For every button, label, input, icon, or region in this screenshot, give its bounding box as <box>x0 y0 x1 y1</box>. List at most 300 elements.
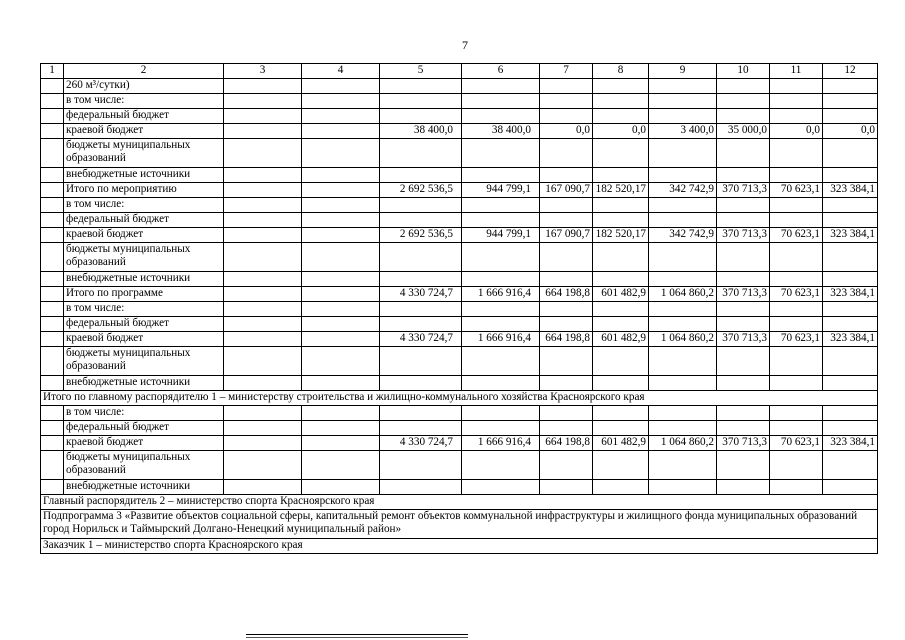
value-cell <box>823 376 878 391</box>
footer-divider <box>246 634 468 635</box>
row-label-cell: бюджеты муниципальных образований <box>64 451 224 480</box>
value-cell <box>717 213 770 228</box>
value-cell <box>224 406 302 421</box>
value-cell <box>224 79 302 94</box>
table-row <box>41 495 878 510</box>
value-cell <box>593 94 649 109</box>
value-cell <box>717 302 770 317</box>
value-cell <box>462 421 540 436</box>
value-cell <box>224 347 302 376</box>
value-cell <box>770 421 823 436</box>
value-cell: 944 799,1 <box>462 183 540 198</box>
value-cell <box>593 376 649 391</box>
value-cell: 38 400,0 <box>380 124 462 139</box>
value-cell <box>224 109 302 124</box>
value-cell <box>770 272 823 287</box>
value-cell <box>823 347 878 376</box>
value-cell: 370 713,3 <box>717 436 770 451</box>
value-cell <box>462 168 540 183</box>
value-cell <box>302 213 380 228</box>
value-cell: 70 623,1 <box>770 287 823 302</box>
value-cell: 323 384,1 <box>823 228 878 243</box>
value-cell: 2 692 536,5 <box>380 228 462 243</box>
value-cell: 370 713,3 <box>717 332 770 347</box>
value-cell: 1 666 916,4 <box>462 332 540 347</box>
row-label-cell: бюджеты муниципальных образований <box>64 347 224 376</box>
row-label-cell: федеральный бюджет <box>64 213 224 228</box>
value-cell <box>593 302 649 317</box>
value-cell <box>540 376 593 391</box>
value-cell <box>540 317 593 332</box>
value-cell: 182 520,17 <box>593 228 649 243</box>
row-number-cell <box>41 198 64 213</box>
row-number-cell <box>41 139 64 168</box>
value-cell <box>380 94 462 109</box>
value-cell <box>540 79 593 94</box>
value-cell <box>593 272 649 287</box>
value-cell <box>380 406 462 421</box>
value-cell <box>380 243 462 272</box>
table-row <box>41 228 878 243</box>
value-cell <box>224 287 302 302</box>
value-cell: 370 713,3 <box>717 228 770 243</box>
value-cell <box>224 332 302 347</box>
value-cell <box>593 317 649 332</box>
value-cell <box>823 421 878 436</box>
row-number-cell <box>41 287 64 302</box>
value-cell <box>649 243 717 272</box>
value-cell <box>649 79 717 94</box>
row-label-cell: краевой бюджет <box>64 228 224 243</box>
value-cell <box>593 139 649 168</box>
section-heading-cell: Подпрограмма 3 «Развитие объектов социальной сферы, капитальный ремонт объектов коммунальной инфраструктуры и жилищного фонда муниципальных образований город Норильск и Таймырский Долгано-Ненецкий муниципальный район» <box>41 510 878 539</box>
value-cell <box>649 317 717 332</box>
row-label-cell: федеральный бюджет <box>64 317 224 332</box>
value-cell <box>770 302 823 317</box>
row-number-cell <box>41 421 64 436</box>
row-label-cell: Итого по мероприятию <box>64 183 224 198</box>
value-cell <box>380 168 462 183</box>
table-row <box>41 406 878 421</box>
value-cell: 323 384,1 <box>823 436 878 451</box>
value-cell <box>717 79 770 94</box>
value-cell <box>224 436 302 451</box>
value-cell: 4 330 724,7 <box>380 332 462 347</box>
value-cell <box>649 376 717 391</box>
value-cell <box>462 213 540 228</box>
table-row <box>41 243 878 272</box>
value-cell <box>770 406 823 421</box>
table-row <box>41 94 878 109</box>
value-cell <box>302 94 380 109</box>
value-cell <box>770 317 823 332</box>
value-cell: 1 064 860,2 <box>649 436 717 451</box>
value-cell <box>380 109 462 124</box>
row-number-cell <box>41 168 64 183</box>
table-row <box>41 421 878 436</box>
table-row <box>41 317 878 332</box>
value-cell <box>302 272 380 287</box>
value-cell <box>302 198 380 213</box>
row-number-cell <box>41 451 64 480</box>
value-cell <box>540 139 593 168</box>
row-number-cell <box>41 332 64 347</box>
value-cell <box>540 213 593 228</box>
value-cell: 70 623,1 <box>770 228 823 243</box>
row-label-cell: федеральный бюджет <box>64 109 224 124</box>
value-cell <box>540 421 593 436</box>
value-cell <box>302 302 380 317</box>
value-cell <box>823 198 878 213</box>
value-cell <box>462 109 540 124</box>
value-cell: 70 623,1 <box>770 332 823 347</box>
value-cell <box>540 451 593 480</box>
section-heading-cell: Главный распорядитель 2 – министерство спорта Красноярского края <box>41 495 878 510</box>
value-cell <box>380 317 462 332</box>
row-label-cell: краевой бюджет <box>64 436 224 451</box>
table-row <box>41 213 878 228</box>
value-cell <box>380 451 462 480</box>
value-cell <box>649 302 717 317</box>
value-cell <box>823 139 878 168</box>
value-cell <box>540 272 593 287</box>
value-cell <box>462 451 540 480</box>
value-cell <box>224 272 302 287</box>
row-label-cell: внебюджетные источники <box>64 168 224 183</box>
value-cell <box>593 243 649 272</box>
value-cell: 944 799,1 <box>462 228 540 243</box>
value-cell <box>380 421 462 436</box>
row-label-cell: бюджеты муниципальных образований <box>64 243 224 272</box>
value-cell <box>462 79 540 94</box>
row-label-cell: внебюджетные источники <box>64 272 224 287</box>
table-row <box>41 510 878 539</box>
value-cell <box>302 347 380 376</box>
value-cell <box>823 94 878 109</box>
value-cell <box>302 332 380 347</box>
value-cell <box>224 139 302 168</box>
value-cell <box>823 480 878 495</box>
value-cell <box>770 480 823 495</box>
value-cell: 0,0 <box>593 124 649 139</box>
value-cell <box>717 139 770 168</box>
value-cell: 167 090,7 <box>540 228 593 243</box>
header-cell: 6 <box>462 64 540 79</box>
value-cell: 323 384,1 <box>823 183 878 198</box>
footer-divider-secondary <box>246 637 468 638</box>
value-cell <box>224 480 302 495</box>
row-number-cell <box>41 406 64 421</box>
value-cell <box>823 272 878 287</box>
row-label-cell: внебюджетные источники <box>64 480 224 495</box>
header-cell: 4 <box>302 64 380 79</box>
row-label-cell: в том числе: <box>64 302 224 317</box>
section-heading-cell: Заказчик 1 – министерство спорта Красноярского края <box>41 539 878 554</box>
value-cell <box>380 198 462 213</box>
value-cell <box>770 347 823 376</box>
value-cell <box>302 451 380 480</box>
value-cell <box>462 243 540 272</box>
row-label-cell: федеральный бюджет <box>64 421 224 436</box>
value-cell <box>540 168 593 183</box>
row-label-cell: в том числе: <box>64 94 224 109</box>
value-cell <box>224 451 302 480</box>
value-cell <box>380 302 462 317</box>
value-cell <box>593 109 649 124</box>
value-cell: 370 713,3 <box>717 287 770 302</box>
value-cell <box>593 406 649 421</box>
value-cell <box>302 228 380 243</box>
value-cell <box>593 168 649 183</box>
value-cell <box>649 198 717 213</box>
value-cell: 342 742,9 <box>649 228 717 243</box>
value-cell <box>717 347 770 376</box>
value-cell: 70 623,1 <box>770 183 823 198</box>
row-number-cell <box>41 109 64 124</box>
table-row <box>41 287 878 302</box>
value-cell <box>649 347 717 376</box>
value-cell <box>540 302 593 317</box>
row-label-cell: краевой бюджет <box>64 332 224 347</box>
value-cell <box>823 213 878 228</box>
value-cell <box>770 79 823 94</box>
value-cell <box>593 421 649 436</box>
header-cell: 3 <box>224 64 302 79</box>
section-heading-cell: Итого по главному распорядителю 1 – министерству строительства и жилищно-коммунального хозяйства Красноярского края <box>41 391 878 406</box>
value-cell: 601 482,9 <box>593 332 649 347</box>
value-cell <box>540 347 593 376</box>
row-label-cell: в том числе: <box>64 198 224 213</box>
value-cell <box>823 79 878 94</box>
row-number-cell <box>41 228 64 243</box>
value-cell <box>770 168 823 183</box>
value-cell <box>717 421 770 436</box>
table-row <box>41 272 878 287</box>
value-cell <box>717 198 770 213</box>
value-cell <box>540 406 593 421</box>
value-cell <box>593 480 649 495</box>
value-cell <box>649 94 717 109</box>
value-cell <box>302 168 380 183</box>
value-cell <box>380 272 462 287</box>
table-header-row <box>41 64 878 79</box>
header-cell: 2 <box>64 64 224 79</box>
value-cell <box>717 109 770 124</box>
table-row <box>41 539 878 554</box>
value-cell: 323 384,1 <box>823 332 878 347</box>
row-number-cell <box>41 94 64 109</box>
value-cell <box>302 124 380 139</box>
table-row <box>41 79 878 94</box>
value-cell <box>224 94 302 109</box>
value-cell <box>302 480 380 495</box>
value-cell <box>823 406 878 421</box>
table-row <box>41 109 878 124</box>
value-cell <box>649 109 717 124</box>
value-cell <box>823 302 878 317</box>
row-number-cell <box>41 302 64 317</box>
table-row <box>41 480 878 495</box>
value-cell: 664 198,8 <box>540 332 593 347</box>
row-number-cell <box>41 213 64 228</box>
row-label-cell: в том числе: <box>64 406 224 421</box>
row-number-cell <box>41 124 64 139</box>
header-cell: 5 <box>380 64 462 79</box>
budget-table <box>40 63 878 554</box>
header-cell: 10 <box>717 64 770 79</box>
value-cell <box>380 79 462 94</box>
value-cell <box>770 376 823 391</box>
header-cell: 1 <box>41 64 64 79</box>
value-cell <box>540 480 593 495</box>
row-number-cell <box>41 317 64 332</box>
value-cell <box>302 109 380 124</box>
value-cell <box>593 451 649 480</box>
table-row <box>41 436 878 451</box>
value-cell <box>462 347 540 376</box>
value-cell <box>224 317 302 332</box>
value-cell <box>823 451 878 480</box>
value-cell: 601 482,9 <box>593 436 649 451</box>
value-cell: 0,0 <box>770 124 823 139</box>
value-cell <box>224 198 302 213</box>
value-cell <box>224 213 302 228</box>
value-cell <box>540 198 593 213</box>
value-cell: 1 064 860,2 <box>649 332 717 347</box>
value-cell: 182 520,17 <box>593 183 649 198</box>
row-number-cell <box>41 480 64 495</box>
value-cell <box>224 376 302 391</box>
value-cell: 1 064 860,2 <box>649 287 717 302</box>
value-cell <box>593 198 649 213</box>
value-cell <box>462 406 540 421</box>
value-cell <box>462 139 540 168</box>
value-cell <box>770 109 823 124</box>
header-cell: 11 <box>770 64 823 79</box>
value-cell <box>649 406 717 421</box>
value-cell: 664 198,8 <box>540 436 593 451</box>
value-cell <box>717 480 770 495</box>
value-cell <box>823 317 878 332</box>
value-cell <box>462 272 540 287</box>
value-cell <box>380 480 462 495</box>
value-cell <box>649 139 717 168</box>
row-number-cell <box>41 183 64 198</box>
table-row <box>41 139 878 168</box>
value-cell: 342 742,9 <box>649 183 717 198</box>
row-label-cell: Итого по программе <box>64 287 224 302</box>
value-cell <box>770 198 823 213</box>
value-cell <box>224 183 302 198</box>
value-cell: 1 666 916,4 <box>462 436 540 451</box>
value-cell: 4 330 724,7 <box>380 436 462 451</box>
table-row <box>41 347 878 376</box>
value-cell <box>302 376 380 391</box>
value-cell <box>823 243 878 272</box>
value-cell: 70 623,1 <box>770 436 823 451</box>
table-row <box>41 124 878 139</box>
table-row <box>41 183 878 198</box>
value-cell <box>717 168 770 183</box>
value-cell <box>380 213 462 228</box>
value-cell <box>770 243 823 272</box>
value-cell <box>224 168 302 183</box>
value-cell <box>717 243 770 272</box>
row-number-cell <box>41 272 64 287</box>
value-cell <box>380 347 462 376</box>
value-cell <box>302 436 380 451</box>
value-cell <box>717 451 770 480</box>
value-cell <box>770 451 823 480</box>
value-cell <box>649 480 717 495</box>
value-cell <box>717 376 770 391</box>
value-cell <box>593 213 649 228</box>
row-number-cell <box>41 347 64 376</box>
table-row <box>41 302 878 317</box>
value-cell <box>770 213 823 228</box>
table-row <box>41 168 878 183</box>
value-cell <box>380 376 462 391</box>
row-label-cell: бюджеты муниципальных образований <box>64 139 224 168</box>
value-cell <box>593 79 649 94</box>
header-cell: 12 <box>823 64 878 79</box>
value-cell <box>462 376 540 391</box>
row-number-cell <box>41 79 64 94</box>
value-cell: 1 666 916,4 <box>462 287 540 302</box>
value-cell: 0,0 <box>823 124 878 139</box>
value-cell <box>302 183 380 198</box>
value-cell <box>462 480 540 495</box>
header-cell: 7 <box>540 64 593 79</box>
value-cell <box>717 406 770 421</box>
table-row <box>41 198 878 213</box>
value-cell <box>462 94 540 109</box>
value-cell <box>224 228 302 243</box>
value-cell <box>717 94 770 109</box>
value-cell: 664 198,8 <box>540 287 593 302</box>
value-cell <box>823 109 878 124</box>
value-cell <box>462 302 540 317</box>
value-cell <box>649 421 717 436</box>
header-cell: 9 <box>649 64 717 79</box>
value-cell <box>540 109 593 124</box>
row-label-cell: внебюджетные источники <box>64 376 224 391</box>
value-cell <box>462 317 540 332</box>
value-cell <box>224 421 302 436</box>
value-cell: 0,0 <box>540 124 593 139</box>
value-cell: 4 330 724,7 <box>380 287 462 302</box>
row-label-cell: краевой бюджет <box>64 124 224 139</box>
value-cell <box>462 198 540 213</box>
table-row <box>41 391 878 406</box>
value-cell: 3 400,0 <box>649 124 717 139</box>
value-cell: 38 400,0 <box>462 124 540 139</box>
value-cell <box>649 168 717 183</box>
value-cell <box>770 94 823 109</box>
value-cell <box>540 243 593 272</box>
value-cell: 2 692 536,5 <box>380 183 462 198</box>
value-cell <box>302 421 380 436</box>
table-body <box>41 64 878 554</box>
value-cell: 601 482,9 <box>593 287 649 302</box>
row-number-cell <box>41 243 64 272</box>
value-cell <box>540 94 593 109</box>
value-cell <box>302 243 380 272</box>
value-cell <box>302 287 380 302</box>
value-cell: 323 384,1 <box>823 287 878 302</box>
value-cell <box>224 124 302 139</box>
value-cell: 167 090,7 <box>540 183 593 198</box>
